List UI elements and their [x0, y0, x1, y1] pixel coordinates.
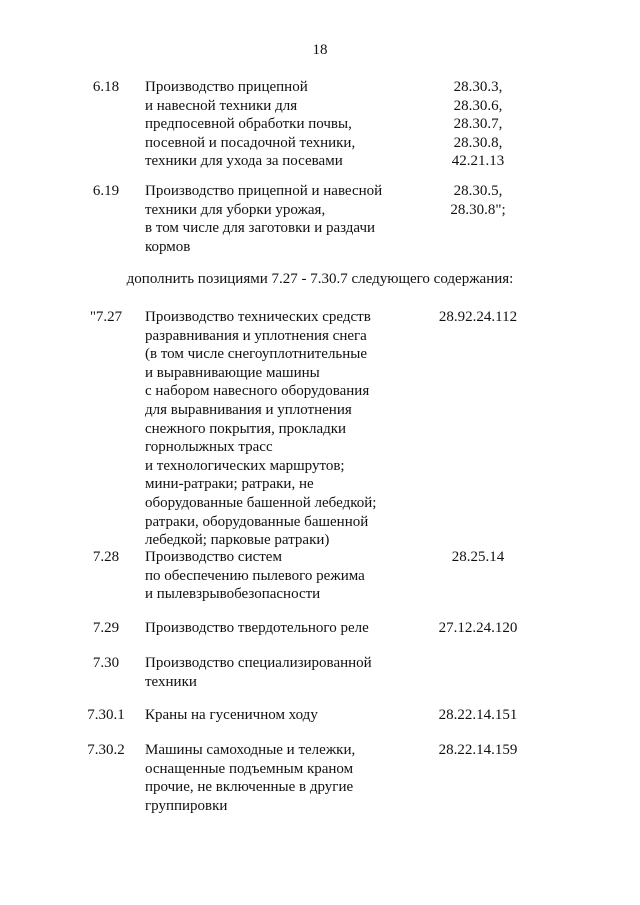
position-description: Производство систем по обеспечению пылевого режима и пылевзрывобезопасности [145, 549, 365, 603]
page-number: 18 [312, 42, 328, 58]
position-number: "7.27 [89, 309, 123, 325]
okpd-code: 28.30.5, 28.30.8"; [450, 183, 506, 218]
okpd-code: 27.12.24.120 [438, 620, 518, 636]
okpd-code: 28.22.14.151 [438, 707, 518, 723]
position-number: 7.30.2 [87, 742, 125, 758]
position-number: 7.29 [92, 620, 120, 636]
position-description: Производство прицепной и навесной техники для уборки урожая, в том числе для заготовки и раздачи кормов [145, 183, 383, 255]
position-description: Машины самоходные и тележки, оснащенные подъемным краном прочие, не включенные в другие группировки [145, 742, 356, 814]
okpd-code: 28.22.14.159 [438, 742, 518, 758]
amendment-intro: дополнить позициями 7.27 - 7.30.7 следующего содержания: [126, 271, 514, 287]
position-description: Производство прицепной и навесной техники для предпосевной обработки почвы, посевной и посадочной техники, техники для ухода за посевами [145, 79, 356, 170]
position-number: 7.30 [92, 655, 120, 671]
position-description: Производство специализированной техники [145, 655, 372, 690]
okpd-code: 28.25.14 [451, 549, 505, 565]
position-description: Краны на гусеничном ходу [145, 707, 318, 723]
position-number: 6.18 [92, 79, 120, 95]
position-description: Производство технических средств разравнивания и уплотнения снега (в том числе снегоуплотнительные и выравнивающие машины с набором навесного оборудования для выравнивания и уплотнения снежного покрытия, прокладки горнолыжных трасс и технологических маршрутов; мини-ратраки; ратраки, не оборудованные башенной лебедкой; ратраки, оборудованные башенной лебедкой; парковые ратраки) [145, 309, 377, 549]
okpd-code: 28.92.24.112 [438, 309, 518, 325]
position-number: 7.30.1 [87, 707, 125, 723]
position-description: Производство твердотельного реле [145, 620, 369, 636]
position-number: 6.19 [92, 183, 120, 199]
position-number: 7.28 [92, 549, 120, 565]
okpd-code: 28.30.3, 28.30.6, 28.30.7, 28.30.8, 42.21.13 [451, 79, 505, 170]
